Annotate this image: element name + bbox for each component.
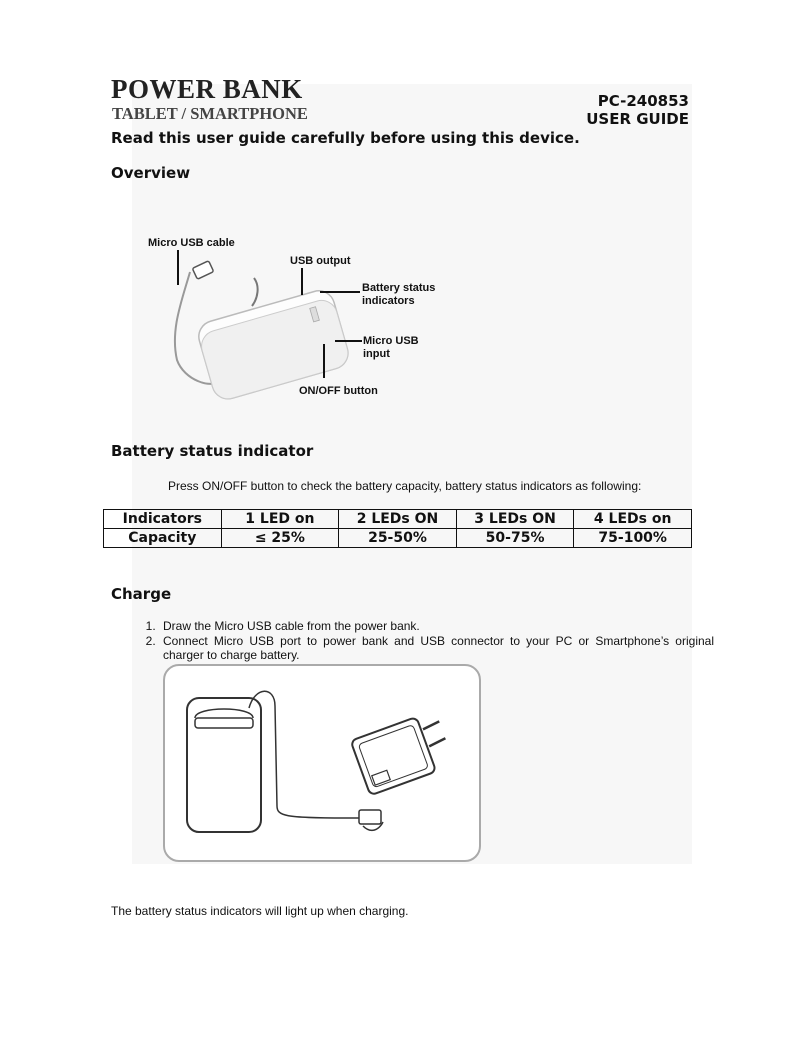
table-cell: Indicators — [104, 510, 222, 529]
table-cell: Capacity — [104, 529, 222, 548]
charging-figure — [163, 664, 481, 862]
label-on-off-button: ON/OFF button — [299, 385, 378, 397]
overview-heading: Overview — [111, 164, 191, 182]
table-cell: 3 LEDs ON — [456, 510, 574, 529]
label-micro-usb-input-line1: Micro USB — [363, 335, 419, 347]
plug-prong — [428, 738, 446, 746]
battery-status-heading: Battery status indicator — [111, 442, 314, 460]
label-battery-status-line1: Battery status — [362, 282, 436, 294]
label-usb-output: USB output — [290, 255, 351, 267]
cable-plug — [192, 261, 213, 279]
power-bank-slot — [195, 718, 253, 728]
doc-type: USER GUIDE — [586, 110, 689, 128]
table-row — [104, 510, 692, 529]
brand-subtitle: TABLET / SMARTPHONE — [112, 104, 308, 123]
usb-plug — [359, 810, 381, 824]
model-number: PC-240853 — [597, 92, 689, 110]
label-micro-usb-input — [363, 335, 419, 361]
battery-status-intro: Press ON/OFF button to check the battery capacity, battery status indicators as following: — [168, 479, 642, 493]
charge-heading: Charge — [111, 585, 172, 603]
charging-illustration — [165, 666, 479, 860]
capacity-table — [103, 509, 692, 548]
warning-text: Read this user guide carefully before using this device. — [111, 129, 580, 147]
model-block — [586, 92, 689, 128]
table-cell: 1 LED on — [221, 510, 339, 529]
label-battery-status-line2: indicators — [362, 295, 415, 307]
table-cell: 25-50% — [339, 529, 457, 548]
table-cell: 75-100% — [574, 529, 692, 548]
plug-prong — [422, 721, 440, 729]
table-cell: 50-75% — [456, 529, 574, 548]
charging-footer-note: The battery status indicators will light up when charging. — [111, 904, 409, 918]
label-micro-usb-input-line2: input — [363, 348, 390, 360]
table-cell: 2 LEDs ON — [339, 510, 457, 529]
label-battery-status — [362, 282, 435, 308]
list-item: 2. Connect Micro USB port to power bank and USB connector to your PC or Smartphone’s original charger to charge battery. — [159, 634, 714, 663]
list-item: 1. Draw the Micro USB cable from the power bank. — [159, 619, 714, 634]
charging-cable — [249, 691, 361, 818]
table-cell: 4 LEDs on — [574, 510, 692, 529]
wall-charger — [351, 710, 455, 795]
label-micro-usb-cable: Micro USB cable — [148, 237, 235, 249]
table-cell: ≤ 25% — [221, 529, 339, 548]
table-row — [104, 529, 692, 548]
usb-connector-lead — [252, 278, 258, 306]
power-bank-overview-figure — [132, 220, 472, 440]
charge-steps — [135, 619, 714, 663]
brand-title: POWER BANK — [111, 74, 303, 104]
